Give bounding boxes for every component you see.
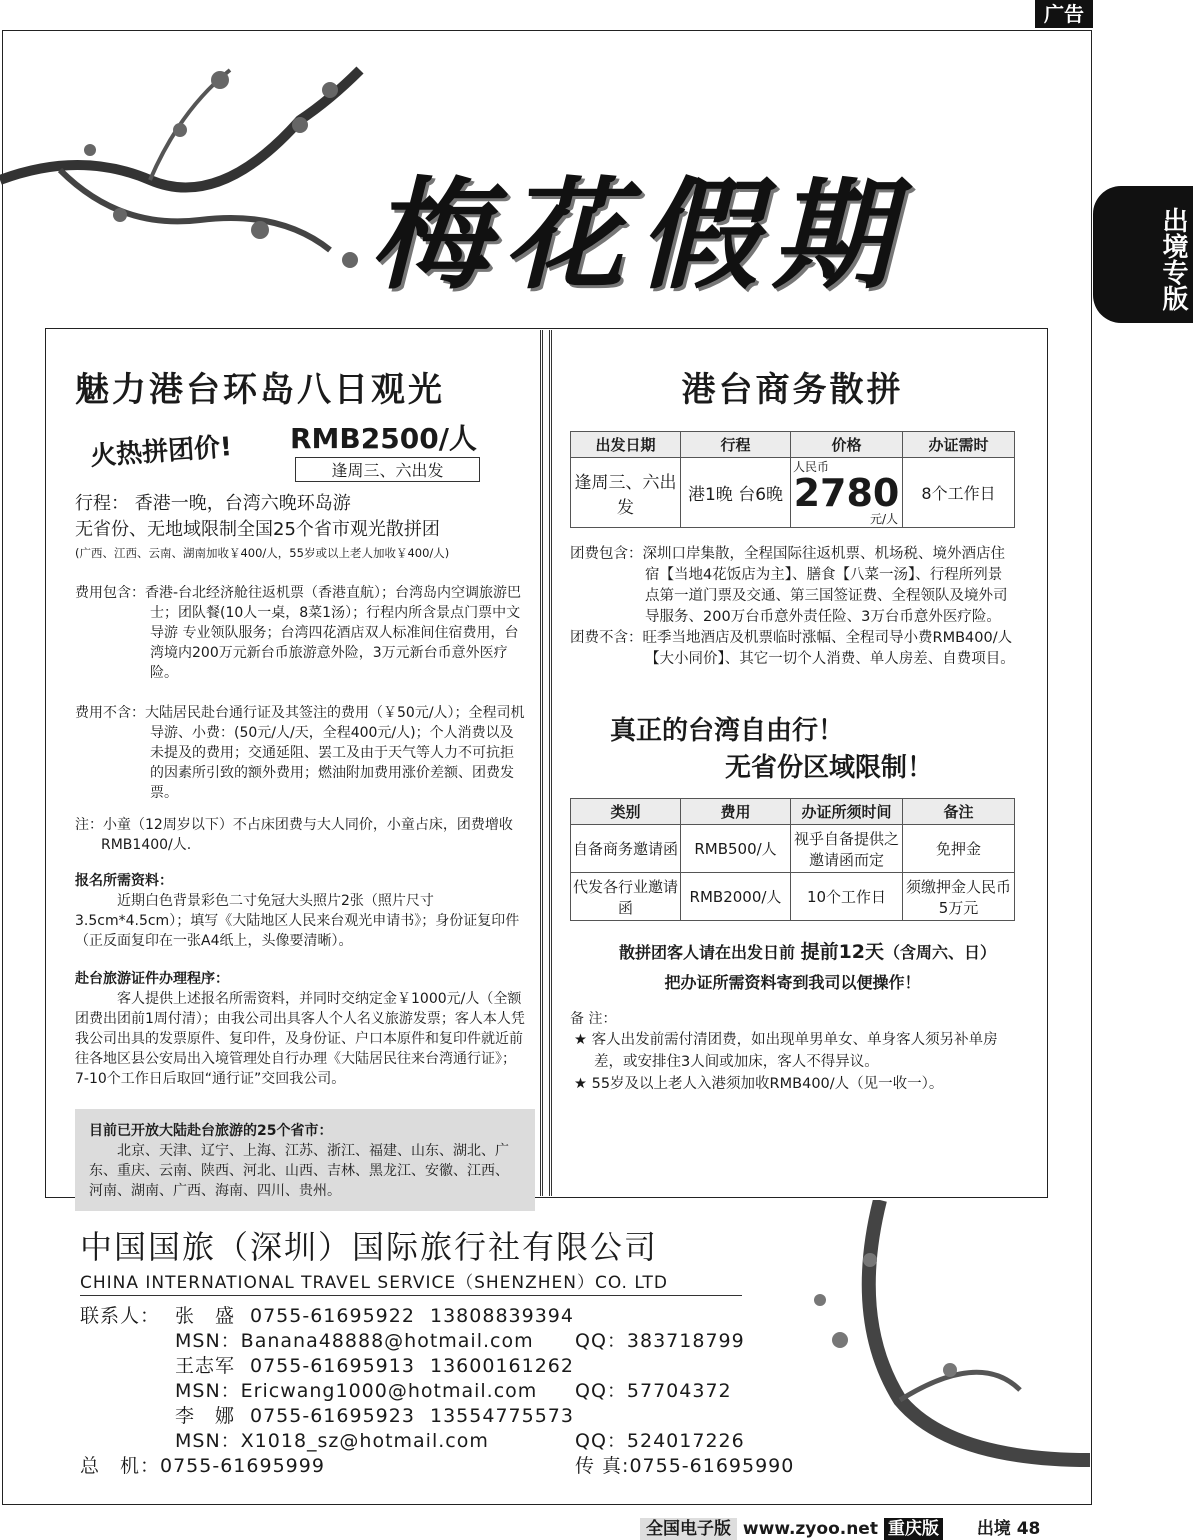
- fax: 传 真:0755-61695990: [575, 1455, 795, 1477]
- th: 价格: [791, 432, 903, 458]
- text: 大陆居民赴台通行证及其签注的费用（￥50元/人）；全程司机导游、小费：(50元/人/天，全程400元/人)；个人消费以及未提及的费用；交通延阻、罢工及由于天气等人力不可抗拒的因素所引致的额外费用；燃油附加费用涨价差额、团费发票。: [145, 705, 525, 801]
- departure-days: 逢周三、六出发: [295, 457, 480, 482]
- cell: 视乎自备提供之邀请函而定: [791, 825, 903, 873]
- contact-name: 王志军: [175, 1355, 236, 1377]
- label: 费用包含：: [75, 585, 145, 601]
- table-row: [571, 873, 1015, 921]
- plum-blossom-illustration: [0, 30, 380, 330]
- contact-qq: QQ：524017226: [575, 1430, 745, 1452]
- remark-item: ★ 客人出发前需付清团费，如出现单男单女、单身客人须另补单房差，或安排住3人间或加床，客人不得异议。: [574, 1032, 998, 1070]
- contact-phone: 0755-61695923: [250, 1405, 415, 1427]
- contact-msn: MSN：Banana48888@hotmail.com: [175, 1330, 534, 1352]
- left-column: [75, 362, 525, 1211]
- contacts: [80, 1304, 794, 1479]
- text: 旺季当地酒店及机票临时涨幅、全程司导小费RMB400/人【大小同价】、其它一切个人消费、单人房差、自费项目。: [642, 630, 1015, 667]
- city-edition: 重庆版: [884, 1518, 943, 1540]
- contact-mobile: 13600161262: [430, 1355, 574, 1377]
- contact-phone: 0755-61695913: [250, 1355, 415, 1377]
- surcharge: (广西、江西、云南、湖南加收￥400/人，55岁或以上老人加收￥400/人): [75, 546, 450, 560]
- company-name-en: CHINA INTERNATIONAL TRAVEL SERVICE（SHENZHEN）CO. LTD: [80, 1268, 742, 1296]
- text: 深圳口岸集散，全程国际往返机票、机场税、境外酒店住宿【当地4花饭店为主】、膳食【八菜一汤】、行程所列景点第一道门票及交通、第三国签证费、全程领队及境外司导服务、200万台币意外责任险、3万台币意外医疗险。: [642, 546, 1008, 625]
- provinces-text: 北京、天津、辽宁、上海、江苏、浙江、福建、山东、湖北、广东、重庆、云南、陕西、河北、山西、吉林、黑龙江、安徽、江西、河南、湖南、广西、海南、四川、贵州。: [89, 1143, 509, 1199]
- cell-price: [791, 458, 903, 528]
- text: 香港-台北经济舱往返机票（香港直航）；台湾岛内空调旅游巴士；团队餐(10人一桌，8菜1汤）；行程内所含景点门票中文导游 专业领队服务；台湾四花酒店双人标准间住宿费用，台湾境内200万元新台币旅游意外险，3万元新台币意外医疗险。: [145, 585, 522, 681]
- th: 出发日期: [571, 432, 681, 458]
- fee-exclude: [75, 703, 525, 803]
- text: 客人出发前需付清团费，如出现单男单女、单身客人须另补单房差，或安排住3人间或加床，客人不得异议。: [591, 1032, 998, 1070]
- th: 备注: [903, 799, 1015, 825]
- section-tab: 出境专版: [1093, 186, 1193, 323]
- cell: 须缴押金人民币5万元: [903, 873, 1015, 921]
- contact-name: 张 盛: [175, 1305, 236, 1327]
- fee-include: [75, 583, 525, 683]
- currency: 人民币: [793, 460, 830, 474]
- provinces-heading: 目前已开放大陆赴台旅游的25个省市：: [89, 1123, 333, 1139]
- left-heading: 魅力港台环岛八日观光: [75, 370, 445, 410]
- contact-label: 联系人：: [80, 1305, 161, 1327]
- remark-item: ★ 55岁及以上老人入港须加收RMB400/人（见一收一）。: [574, 1076, 944, 1092]
- label: 费用不含：: [75, 705, 145, 721]
- cell-time: 8个工作日: [903, 458, 1015, 528]
- switchboard: 总 机：0755-61695999: [80, 1455, 325, 1477]
- footer: [640, 1514, 1040, 1539]
- contact-mobile: 13554775573: [430, 1405, 574, 1427]
- company-info: [80, 1222, 794, 1479]
- fee-exclude: [570, 628, 1015, 670]
- deadline-notice: [570, 937, 1045, 964]
- contact-qq: QQ：383718799: [575, 1330, 745, 1352]
- ad-tag: 广告: [1035, 0, 1093, 28]
- label: 团费不含：: [570, 630, 643, 646]
- price: 2780: [793, 470, 900, 515]
- procedure-text: 客人提供上述报名所需资料，并同时交纳定金￥1000元/人（全额团费出团前1周付清）；由我公司出具客人个人名义旅游发票；客人本人凭我公司出具的发票原件、复印件，及身份证、户口本原件和复印件就近前往各地区县公安局出入境管理处自行办理《大陆居民往来台湾通行证》；7-10个工作日后取回“通行证”交回我公司。: [75, 991, 525, 1087]
- cell: RMB2000/人: [681, 873, 791, 921]
- deadline-notice-2: 把办证所需资料寄到我司以便操作！: [664, 973, 921, 992]
- th: 办证所须时间: [791, 799, 903, 825]
- right-heading: 港台商务散拼: [681, 370, 904, 410]
- right-column: [570, 362, 1015, 1095]
- remarks-label: 备 注：: [570, 1011, 617, 1027]
- th: 行程: [681, 432, 791, 458]
- unit: 元/人: [869, 512, 898, 526]
- site-link[interactable]: www.zyoo.net: [742, 1519, 878, 1539]
- contact-msn: MSN：Ericwang1000@hotmail.com: [175, 1380, 538, 1402]
- cell: 自备商务邀请函: [571, 825, 681, 873]
- cell-route: 港1晚 台6晚: [681, 458, 791, 528]
- contact-msn: MSN：X1018_sz@hotmail.com: [175, 1430, 489, 1452]
- page-title: 梅花假期: [370, 165, 906, 306]
- contact-mobile: 13808839394: [430, 1305, 574, 1327]
- contact-name: 李 娜: [175, 1405, 236, 1427]
- child-note: 注：小童（12周岁以下）不占床团费与大人同价，小童占床，团费增收RMB1400/人.: [75, 817, 513, 853]
- text: （含周六、日）: [884, 943, 997, 962]
- th: 类别: [571, 799, 681, 825]
- procedure-heading: 赴台旅游证件办理程序：: [75, 971, 229, 987]
- text: 散拼团客人请在出发日前: [618, 943, 795, 962]
- slogan: 无省份区域限制！: [725, 753, 934, 783]
- cell: 10个工作日: [791, 873, 903, 921]
- column-divider: [540, 330, 552, 1196]
- table-row: [571, 825, 1015, 873]
- th: 费用: [681, 799, 791, 825]
- label: 团费包含：: [570, 546, 643, 562]
- edition: 全国电子版: [640, 1518, 737, 1540]
- table-row: [571, 458, 1015, 528]
- cell: RMB500/人: [681, 825, 791, 873]
- th: 办证需时: [903, 432, 1015, 458]
- text: 55岁及以上老人入港须加收RMB400/人（见一收一）。: [591, 1076, 944, 1092]
- itinerary: 行程： 香港一晚，台湾六晚环岛游: [75, 493, 351, 514]
- tour-table: [570, 431, 1015, 528]
- visa-table: [570, 798, 1015, 921]
- provinces-box: [75, 1109, 535, 1211]
- no-limit: 无省份、无地域限制全国25个省市观光散拼团: [75, 519, 440, 540]
- contact-qq: QQ：57704372: [575, 1380, 732, 1402]
- cell: 免押金: [903, 825, 1015, 873]
- fee-include: [570, 544, 1015, 628]
- deadline-days: 提前12天: [800, 941, 885, 963]
- cell-date: 逢周三、六出发: [571, 458, 681, 528]
- cell: 代发各行业邀请函: [571, 873, 681, 921]
- promo-label: 火热拼团价!: [89, 432, 233, 472]
- docs-heading: 报名所需资料：: [75, 873, 173, 889]
- page-number: 出境 48: [976, 1519, 1041, 1539]
- slogan: 真正的台湾自由行！: [610, 716, 845, 746]
- docs-text: 近期白色背景彩色二寸免冠大头照片2张（照片尺寸3.5cm*4.5cm）；填写《大陆地区人民来台观光申请书》；身份证复印件（正反面复印在一张A4纸上，头像要清晰）。: [75, 893, 520, 949]
- contact-phone: 0755-61695922: [250, 1305, 415, 1327]
- company-name: 中国国旅（深圳）国际旅行社有限公司: [80, 1228, 659, 1266]
- promo-price: RMB2500/人: [290, 422, 477, 455]
- plum-blossom-illustration-bottom: [780, 1200, 1090, 1500]
